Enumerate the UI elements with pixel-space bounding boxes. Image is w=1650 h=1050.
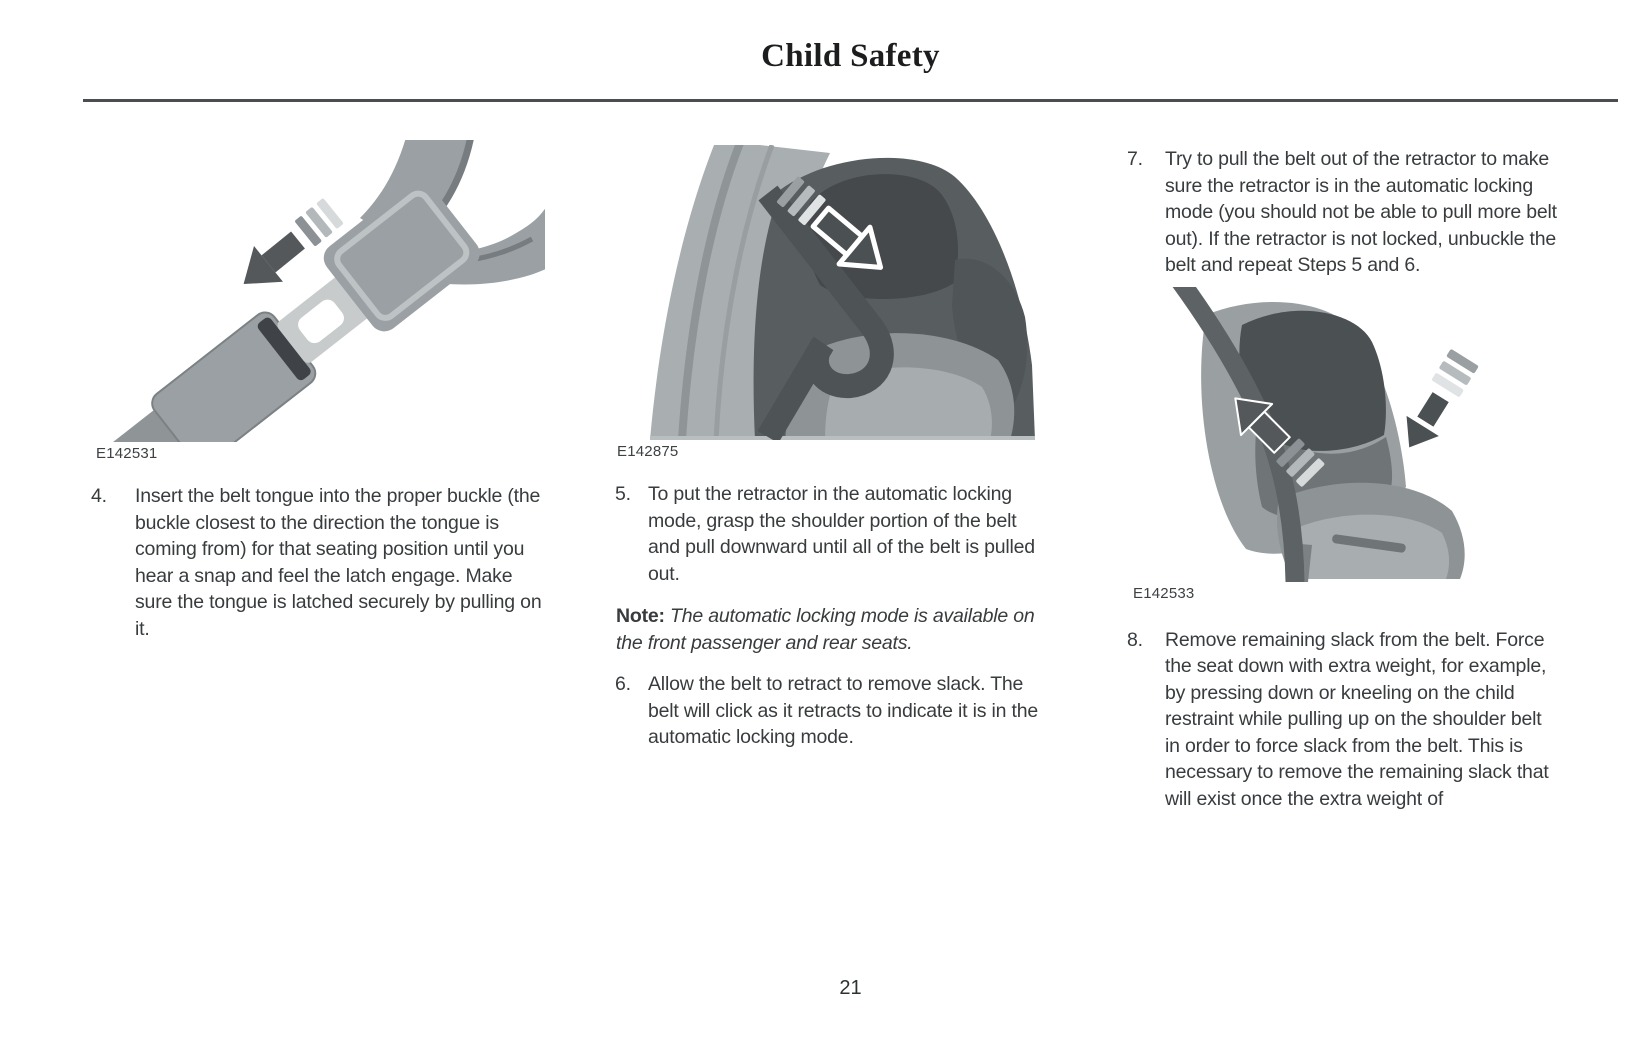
page-title: Child Safety [761, 38, 940, 74]
column-2 [612, 140, 1044, 751]
step-4 [88, 483, 546, 642]
column-3 [1124, 140, 1560, 812]
step-number: 7. [1127, 148, 1143, 170]
child-seat-slack-removal-illustration [1094, 287, 1484, 582]
figure-label: E142531 [96, 445, 158, 462]
step-number: 6. [615, 673, 631, 695]
step-text: Insert the belt tongue into the proper buckle (the buckle closest to the direction the tongue is coming from) for that seating position until you hear a snap and feel the latch engage. Make sure the tongue is latched securely by pulling on it. [135, 485, 542, 640]
step-number: 5. [615, 483, 631, 505]
step-5 [612, 481, 1044, 587]
buckle-assembly [90, 174, 486, 442]
step-number: 4. [91, 485, 107, 507]
figure-label: E142533 [1133, 584, 1195, 602]
note-label: Note: [616, 605, 665, 627]
step-8 [1124, 627, 1560, 813]
step-text: Allow the belt to retract to remove slack. The belt will click as it retracts to indicate it is in the automatic locking mode. [648, 673, 1038, 748]
press-down-arrow-icon [1387, 344, 1484, 463]
figure-label: E142875 [617, 443, 679, 460]
column-1 [88, 140, 546, 642]
step-text: Try to pull the belt out of the retractor to make sure the retractor is in the automatic locking mode (you should not be able to pull more belt out). If the retractor is not locked, unbuckle the belt and repeat Steps 5 and 6. [1165, 148, 1557, 276]
child-seat-closeup-illustration [620, 145, 1040, 440]
step-7 [1124, 146, 1560, 279]
figure-buckle [88, 140, 546, 463]
note [612, 603, 1044, 656]
step-6 [612, 671, 1044, 751]
step-text: Remove remaining slack from the belt. Force the seat down with extra weight, for example, by pressing down or kneeling on the child restraint while pulling up on the shoulder belt in order to force slack from the belt. This is necessary to remove the remaining slack that will exist once the extra weight of [1165, 628, 1549, 810]
title-divider [83, 99, 1618, 102]
step-number: 8. [1127, 628, 1143, 651]
figure-seat-closeup [612, 140, 1044, 461]
page-number: 21 [839, 977, 862, 999]
note-text: The automatic locking mode is available on the front passenger and rear seats. [616, 605, 1035, 654]
step-text: To put the retractor in the automatic locking mode, grasp the shoulder portion of the belt and pull downward until all of the belt is pulled out. [648, 483, 1035, 585]
figure-seat-tightening [1124, 287, 1560, 603]
seatbelt-buckle-illustration [90, 140, 545, 442]
